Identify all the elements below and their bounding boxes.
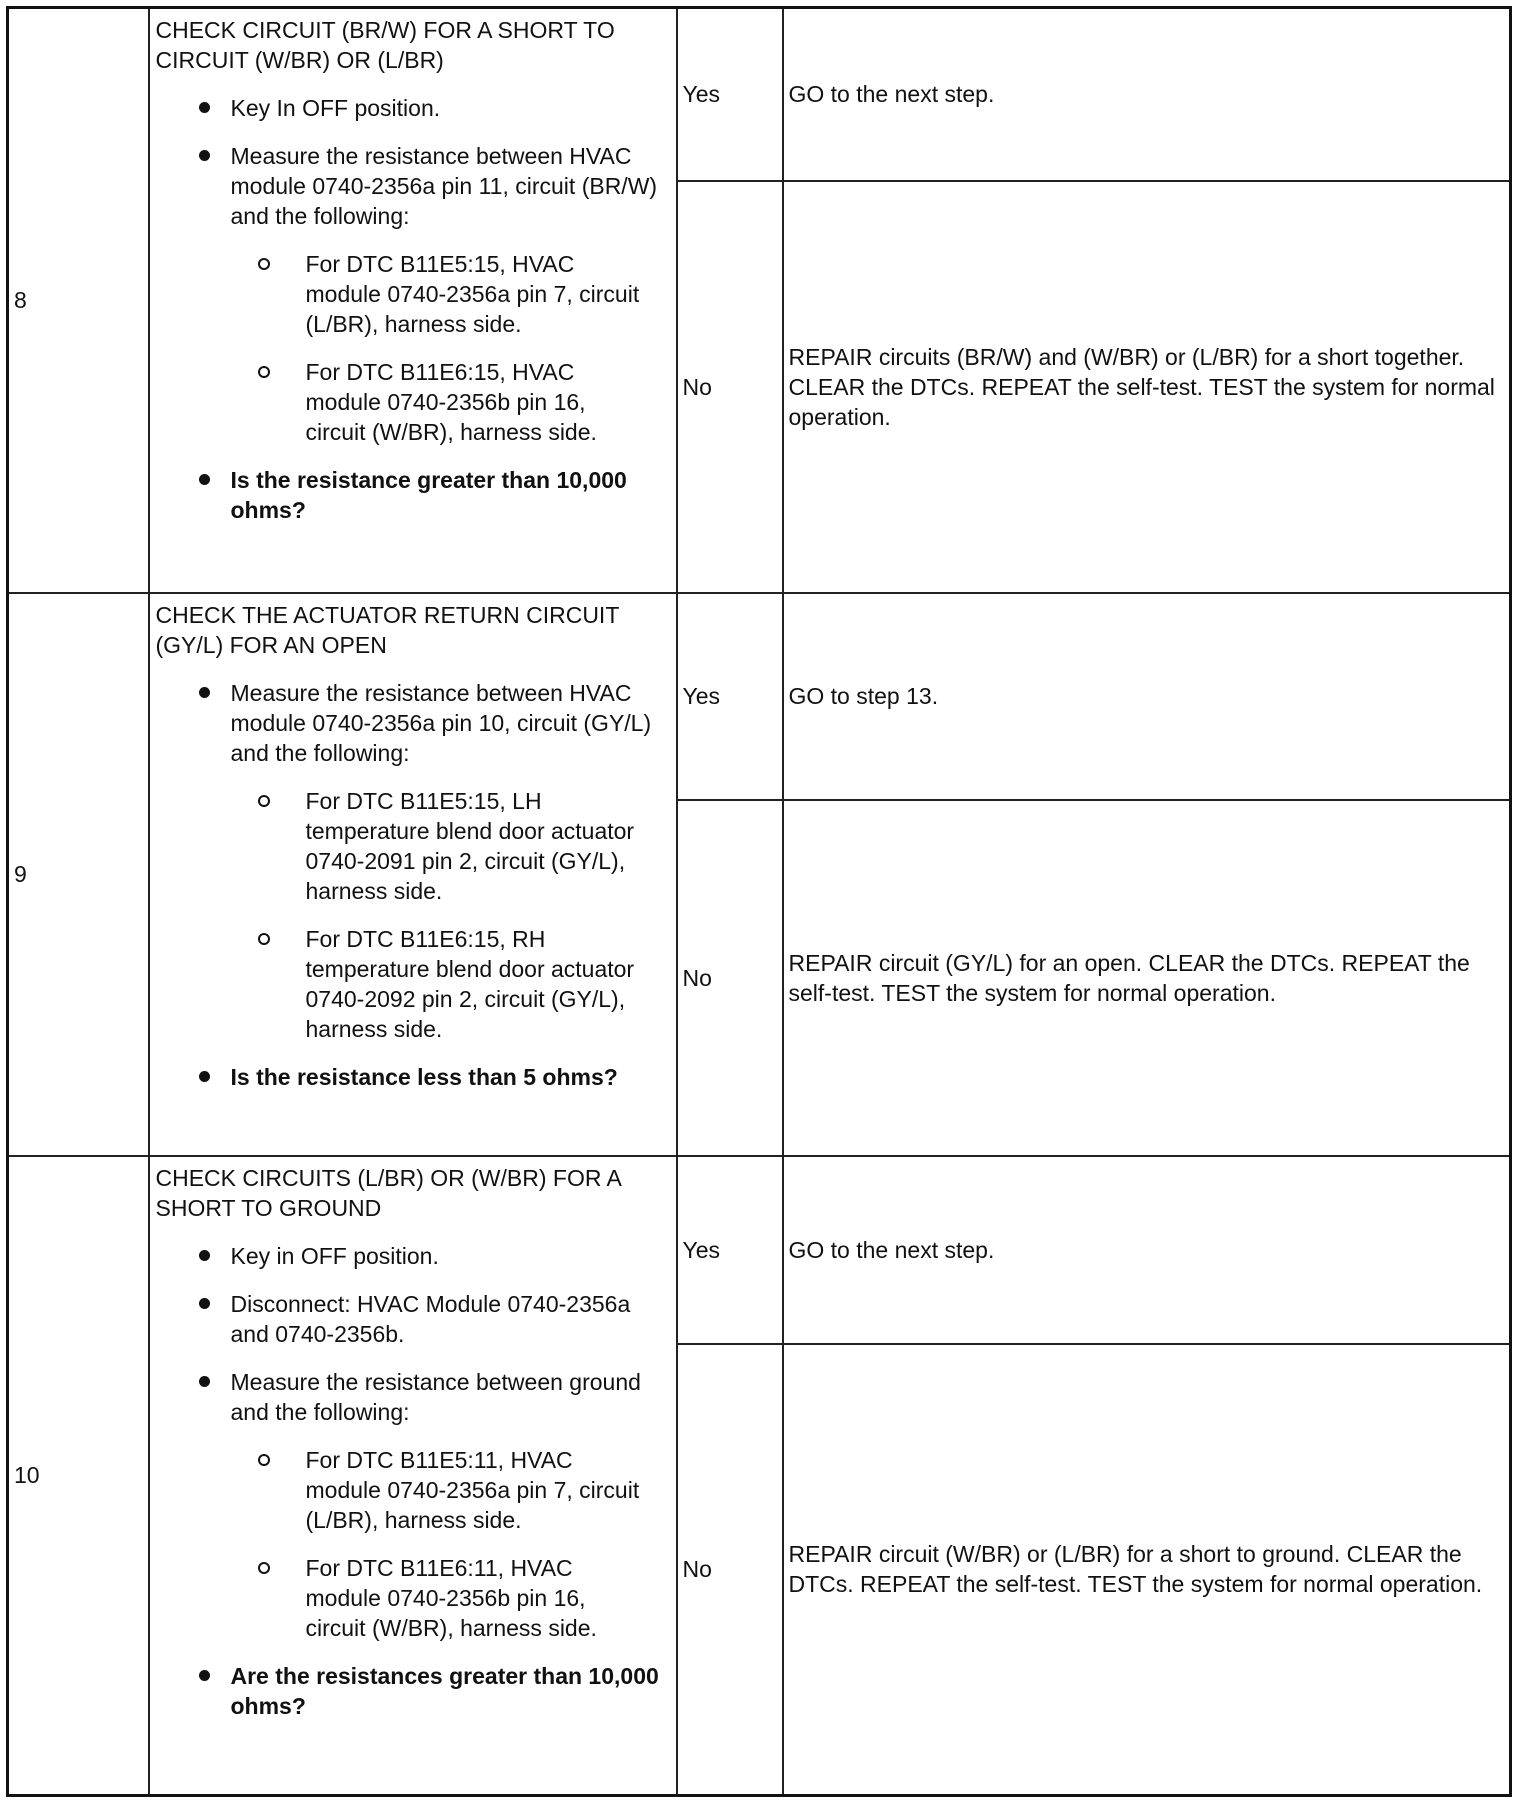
- circle-bullet-icon: [258, 933, 270, 945]
- step-number: 10: [8, 1156, 149, 1796]
- result-yes: GO to the next step.: [783, 8, 1511, 181]
- bullet-icon: [199, 102, 210, 113]
- sub-bullet: For DTC B11E6:11, HVAC module 0740-2356b pin 16, circuit (W/BR), harness side.: [231, 1553, 670, 1643]
- bullet-icon: [199, 1376, 210, 1387]
- action-bullet: Measure the resistance between ground and the following: For DTC B11E5:11, HVAC module 0740-2356a pin 7, circuit (L/BR), harness side. For DTC B11E6:11, HVAC module 0740-2356b pin 16, circuit (W/BR), harness side.: [156, 1367, 670, 1643]
- result-yes: GO to the next step.: [783, 1156, 1511, 1344]
- action-list: [156, 93, 670, 525]
- question-bullet: Is the resistance greater than 10,000 ohms?: [156, 465, 670, 525]
- step-10-yes-row: [8, 1156, 1511, 1344]
- action-bullet: Measure the resistance between HVAC module 0740-2356a pin 11, circuit (BR/W) and the following: For DTC B11E5:15, HVAC module 0740-2356a pin 7, circuit (L/BR), harness side. For DTC B11E6:15, HVAC module 0740-2356b pin 16, circuit (W/BR), harness side.: [156, 141, 670, 447]
- sub-list: [231, 249, 670, 447]
- sub-bullet: For DTC B11E5:15, HVAC module 0740-2356a pin 7, circuit (L/BR), harness side.: [231, 249, 670, 339]
- answer-no: No: [677, 1344, 783, 1796]
- sub-bullet: For DTC B11E5:11, HVAC module 0740-2356a pin 7, circuit (L/BR), harness side.: [231, 1445, 670, 1535]
- circle-bullet-icon: [258, 1562, 270, 1574]
- bullet-icon: [199, 474, 210, 485]
- answer-yes: Yes: [677, 1156, 783, 1344]
- bullet-icon: [199, 1250, 210, 1261]
- circle-bullet-icon: [258, 1454, 270, 1466]
- diagnostic-table: [6, 6, 1512, 1797]
- step-title: CHECK THE ACTUATOR RETURN CIRCUIT (GY/L) FOR AN OPEN: [155, 601, 619, 658]
- sub-bullet: For DTC B11E6:15, RH temperature blend door actuator 0740-2092 pin 2, circuit (GY/L), harness side.: [231, 924, 670, 1044]
- step-8-yes-row: [8, 8, 1511, 181]
- step-title: CHECK CIRCUITS (L/BR) OR (W/BR) FOR A SHORT TO GROUND: [155, 1164, 621, 1221]
- result-no: REPAIR circuits (BR/W) and (W/BR) or (L/BR) for a short together. CLEAR the DTCs. REPEAT the self-test. TEST the system for normal operation.: [783, 181, 1511, 593]
- step-9-yes-row: [8, 593, 1511, 800]
- sub-list: [231, 1445, 670, 1643]
- bullet-icon: [199, 687, 210, 698]
- action-list: [156, 1241, 670, 1721]
- circle-bullet-icon: [258, 366, 270, 378]
- answer-no: No: [677, 800, 783, 1156]
- circle-bullet-icon: [258, 795, 270, 807]
- bullet-icon: [199, 1298, 210, 1309]
- action-bullet: Key In OFF position.: [156, 93, 670, 123]
- bullet-icon: [199, 1670, 210, 1681]
- question-bullet: Are the resistances greater than 10,000 ohms?: [156, 1661, 670, 1721]
- step-number: 8: [8, 8, 149, 593]
- sub-bullet: For DTC B11E6:15, HVAC module 0740-2356b pin 16, circuit (W/BR), harness side.: [231, 357, 670, 447]
- bullet-icon: [199, 150, 210, 161]
- bullet-icon: [199, 1071, 210, 1082]
- result-yes: GO to step 13.: [783, 593, 1511, 800]
- answer-yes: Yes: [677, 593, 783, 800]
- circle-bullet-icon: [258, 258, 270, 270]
- sub-bullet: For DTC B11E5:15, LH temperature blend door actuator 0740-2091 pin 2, circuit (GY/L), harness side.: [231, 786, 670, 906]
- answer-yes: Yes: [677, 8, 783, 181]
- step-number: 9: [8, 593, 149, 1156]
- step-title: CHECK CIRCUIT (BR/W) FOR A SHORT TO CIRCUIT (W/BR) OR (L/BR): [155, 17, 615, 73]
- action-bullet: Disconnect: HVAC Module 0740-2356a and 0740-2356b.: [156, 1289, 670, 1349]
- action-bullet: Measure the resistance between HVAC module 0740-2356a pin 10, circuit (GY/L) and the following: For DTC B11E5:15, LH temperature blend door actuator 0740-2091 pin 2, circuit (GY/L), harness side. For DTC B11E6:15, RH temperature blend door actuator 0740-2092 pin 2, circuit (GY/L), harness side.: [156, 678, 670, 1044]
- action-list: [156, 678, 670, 1092]
- step-action: [149, 8, 677, 593]
- action-bullet: Key in OFF position.: [156, 1241, 670, 1271]
- step-action: [149, 1156, 677, 1796]
- result-no: REPAIR circuit (W/BR) or (L/BR) for a short to ground. CLEAR the DTCs. REPEAT the self-test. TEST the system for normal operation.: [783, 1344, 1511, 1796]
- sub-list: [231, 786, 670, 1044]
- step-action: [149, 593, 677, 1156]
- question-bullet: Is the resistance less than 5 ohms?: [156, 1062, 670, 1092]
- answer-no: No: [677, 181, 783, 593]
- result-no: REPAIR circuit (GY/L) for an open. CLEAR the DTCs. REPEAT the self-test. TEST the system for normal operation.: [783, 800, 1511, 1156]
